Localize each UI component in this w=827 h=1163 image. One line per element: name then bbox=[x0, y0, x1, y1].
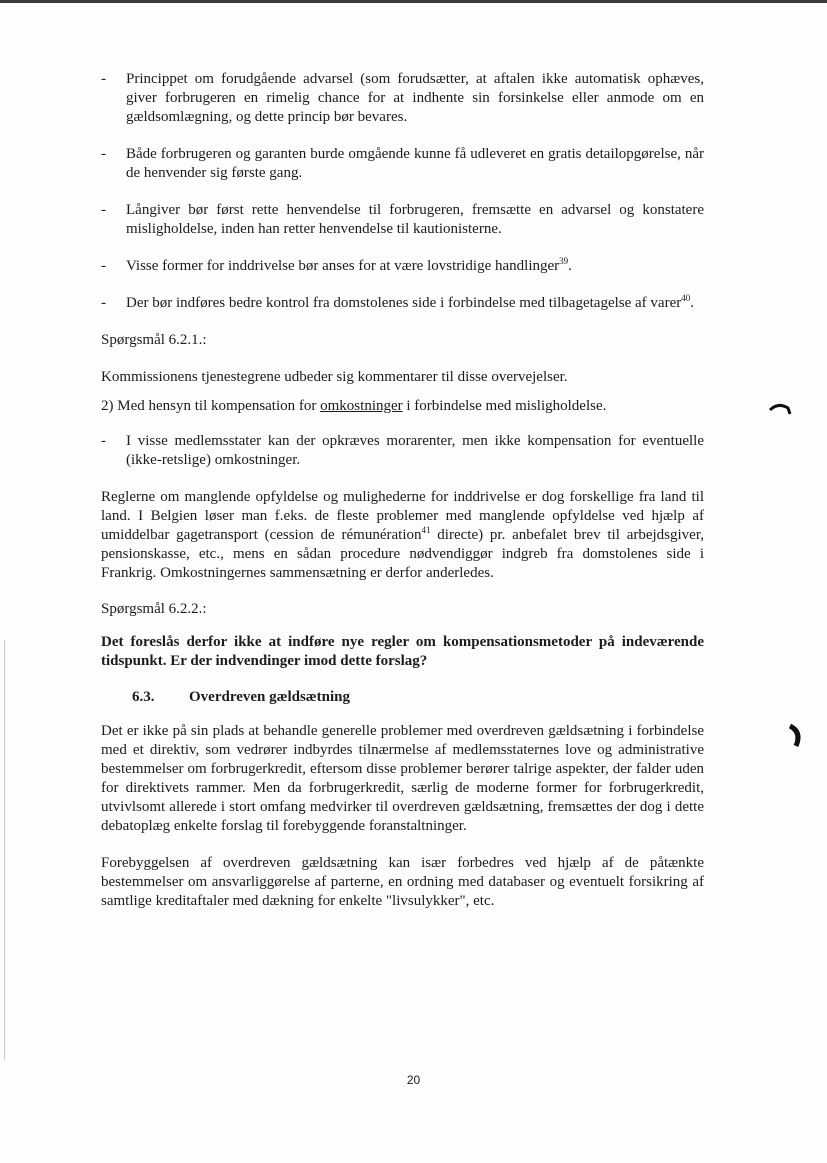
bullet-dash: - bbox=[101, 433, 106, 449]
list-item bbox=[101, 432, 704, 470]
bullet-text: Visse former for inddrivelse bør anses for at være lovstridige handlinger bbox=[126, 258, 560, 274]
bullet-dash: - bbox=[101, 71, 106, 87]
bullet-dash: - bbox=[101, 146, 106, 162]
bullet-list bbox=[101, 432, 704, 470]
list-item bbox=[101, 70, 704, 127]
paragraph-debt-2: Forebyggelsen af overdreven gældsætning kan især forbedres ved hjælp af de påtænkte bestemmelser om ansvarliggørelse af parterne, en ordning med databaser og eventuelt forsikring af samtlige kreditaftaler med dækning for enkelte "livsulykker", etc. bbox=[101, 855, 704, 909]
bullet-text: Der bør indføres bedre kontrol fra domstolenes side i forbindelse med tilbagetagelse af varer bbox=[126, 295, 682, 311]
bullet-dash: - bbox=[101, 295, 106, 311]
bullet-text: I visse medlemsstater kan der opkræves morarenter, men ikke kompensation for eventuelle (ikke-retslige) omkostninger. bbox=[126, 433, 704, 468]
footnote-ref: 41 bbox=[421, 525, 431, 535]
list-item bbox=[101, 145, 704, 183]
bullet-text: Långiver bør først rette henvendelse til forbrugeren, fremsætte en advarsel og konstatere misligholdelse, inden han retter henvendelse til kautionisterne. bbox=[126, 202, 704, 237]
bullet-dash: - bbox=[101, 202, 106, 218]
list-item bbox=[101, 294, 704, 313]
bullet-list bbox=[101, 70, 704, 313]
scan-margin-mark bbox=[786, 722, 806, 750]
document-body bbox=[101, 70, 704, 911]
punctuation: . bbox=[690, 295, 694, 311]
question-text: Kommissionens tjenestegrene udbeder sig kommentarer til disse overvejelser. bbox=[101, 369, 568, 385]
section-heading bbox=[132, 689, 704, 706]
bullet-dash: - bbox=[101, 258, 106, 274]
bullet-text: Både forbrugeren og garanten burde omgående kunne få udleveret en gratis detailopgørelse, når de henvender sig første gang. bbox=[126, 146, 704, 181]
page-number: 20 bbox=[406, 1073, 421, 1087]
footnote-ref: 39 bbox=[559, 256, 569, 266]
paragraph-debt-1: Det er ikke på sin plads at behandle generelle problemer med overdreven gældsætning i forbindelse med et direktiv, som vedrører indbyrdes tilnærmelse af medlemsstaternes love og administrative bestemmelser om forbrugerkredit, eftersom disse problemer berører talrige aspekter, der falder uden for direktivets rammer. Men da forbrugerkredit, særlig de moderne former for forbrugerkredit, utvivlsomt allerede i stort omfang medvirker til overdreven gældsætning, fremsættes der dog i dette debatoplæg enkelte forslag til forebyggende foranstaltninger. bbox=[101, 723, 704, 834]
underlined-term: omkostninger bbox=[320, 398, 403, 414]
paragraph-text-end: directe) pr. anbefalet brev til arbejdsgiver, pensionskasse, etc., mens en sådan procedure nødvendiggør indgreb fra domstolenes side i Frankrig. Omkostningernes sammensætning er derfor anderledes. bbox=[101, 527, 704, 581]
scan-top-border bbox=[0, 0, 827, 3]
point-2-text-end: i forbindelse med misligholdelse. bbox=[402, 398, 607, 414]
footnote-ref: 40 bbox=[681, 293, 691, 303]
section-title: Overdreven gældsætning bbox=[189, 689, 350, 705]
bullet-text: Princippet om forudgående advarsel (som forudsætter, at aftalen ikke automatisk ophæves, giver forbrugeren en rimelig chance for at indhente sin forsinkelse eller anmode om en gældsomlægning, og dette princip bør bevares. bbox=[126, 71, 704, 125]
section-number: 6.3. bbox=[132, 689, 155, 705]
point-2-text: 2) Med hensyn til kompensation for bbox=[101, 398, 321, 414]
list-item bbox=[101, 201, 704, 239]
list-item bbox=[101, 257, 704, 276]
paragraph-rules bbox=[101, 488, 704, 583]
question-label: Spørgsmål 6.2.2.: bbox=[101, 601, 207, 617]
point-2 bbox=[101, 397, 704, 416]
paragraph-text: Reglerne om manglende opfyldelse og mulighederne for inddrivelse er dog forskellige fra land til land. I Belgien løser man f.eks. de fleste problemer med manglende opfyldelse ved hjælp af umiddelbar gagetransport (cession de rémunération bbox=[101, 489, 704, 543]
question-label: Spørgsmål 6.2.1.: bbox=[101, 332, 207, 348]
scan-margin-mark bbox=[768, 400, 794, 420]
question-text: Det foreslås derfor ikke at indføre nye regler om kompensationsmetoder på indeværende tidspunkt. Er der indvendinger imod dette forslag? bbox=[101, 634, 704, 669]
scan-left-edge bbox=[4, 640, 5, 1060]
punctuation: . bbox=[568, 258, 572, 274]
